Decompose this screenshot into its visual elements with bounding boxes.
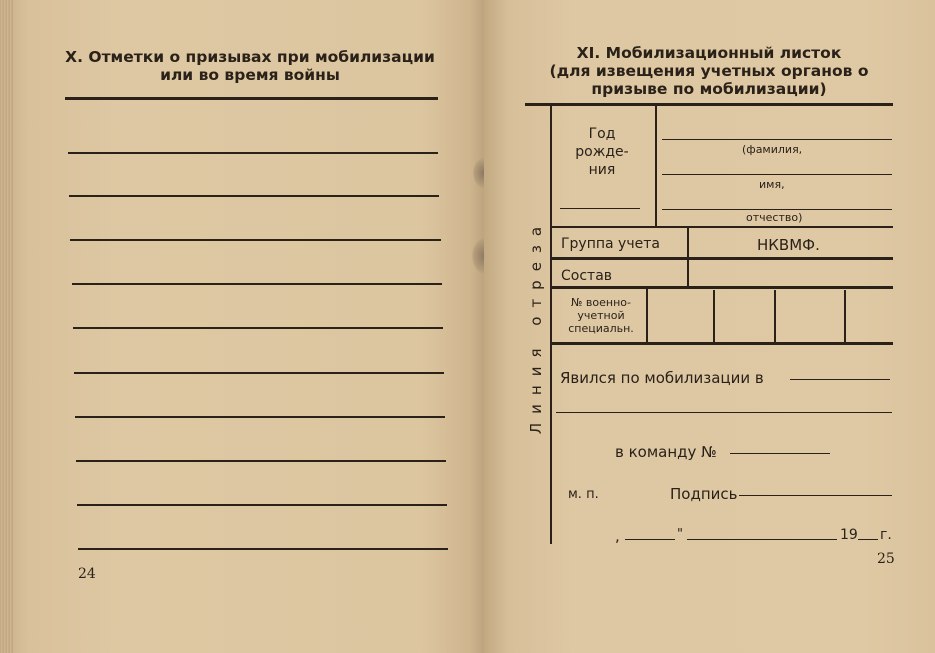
vus-cell-divider	[844, 290, 846, 342]
vus-cell-divider	[774, 290, 776, 342]
vus-line2: учетной	[577, 309, 625, 322]
left-heading-rule	[65, 97, 438, 100]
entry-line	[75, 416, 445, 418]
date-quote-close: "	[677, 527, 683, 542]
left-heading	[50, 48, 450, 84]
left-page-number: 24	[78, 566, 96, 582]
entry-line	[78, 548, 448, 550]
entry-line	[72, 283, 442, 285]
right-page-number: 25	[877, 551, 895, 567]
vus-cell-divider	[646, 288, 648, 342]
vus-cell-divider	[713, 290, 715, 342]
reported-field	[790, 379, 890, 380]
birth-year-line3: ния	[588, 162, 616, 178]
right-page	[484, 0, 935, 653]
entry-line	[68, 152, 438, 154]
composition-top-rule	[550, 257, 893, 260]
birth-year-label	[562, 125, 642, 179]
right-heading-rule	[525, 103, 893, 106]
form-left-border	[550, 104, 552, 544]
surname-caption: (фамилия,	[742, 143, 803, 156]
signature-label: Подпись	[670, 485, 738, 503]
reported-label: Явился по мобилизации в	[560, 369, 764, 387]
date-quote-open: ,	[615, 527, 620, 545]
date-year-prefix: 19	[840, 527, 858, 543]
entry-line	[74, 372, 444, 374]
date-year-field	[858, 539, 878, 540]
surname-field	[662, 139, 892, 140]
name-divider	[655, 104, 657, 226]
entry-line	[69, 195, 439, 197]
seal-label: м. п.	[568, 487, 599, 502]
signature-field	[739, 495, 892, 496]
entry-line	[77, 504, 447, 506]
date-month-field	[687, 539, 837, 540]
right-heading	[524, 44, 894, 98]
group-label: Группа учета	[561, 236, 660, 252]
team-label: в команду №	[615, 443, 717, 461]
right-heading-line3: призыве по мобилизации)	[591, 80, 827, 98]
date-year-suffix: г.	[880, 527, 892, 543]
left-heading-line2: или во время войны	[160, 66, 340, 84]
patronymic-caption: отчество)	[746, 211, 803, 224]
right-heading-line1: XI. Мобилизационный листок	[576, 44, 842, 62]
firstname-field	[662, 174, 892, 175]
patronymic-field	[662, 209, 892, 210]
team-field	[730, 453, 830, 454]
right-heading-line2: (для извещения учетных органов о	[549, 62, 869, 80]
entry-line	[76, 460, 446, 462]
group-value: НКВМФ.	[757, 236, 820, 254]
firstname-caption: имя,	[759, 178, 785, 191]
group-divider	[687, 227, 689, 259]
vus-line1: № военно-	[570, 296, 631, 309]
vus-top-rule	[550, 286, 893, 289]
cut-line-label: Линия отреза	[527, 217, 545, 435]
entry-line	[73, 327, 443, 329]
reported-field-2	[556, 412, 892, 413]
vus-label	[561, 296, 641, 335]
composition-divider	[687, 258, 689, 288]
birth-year-line1: Год	[588, 126, 616, 142]
birth-year-field	[560, 208, 640, 209]
date-day-field	[625, 539, 675, 540]
vus-line3: специальн.	[568, 322, 634, 335]
birth-year-line2: рожде-	[575, 144, 629, 160]
page-edge	[0, 0, 14, 653]
vus-bottom-rule	[550, 342, 893, 345]
composition-label: Состав	[561, 268, 613, 284]
group-top-rule	[550, 226, 893, 228]
left-heading-line1: X. Отметки о призывах при мобилизации	[65, 48, 435, 66]
entry-line	[70, 239, 441, 241]
